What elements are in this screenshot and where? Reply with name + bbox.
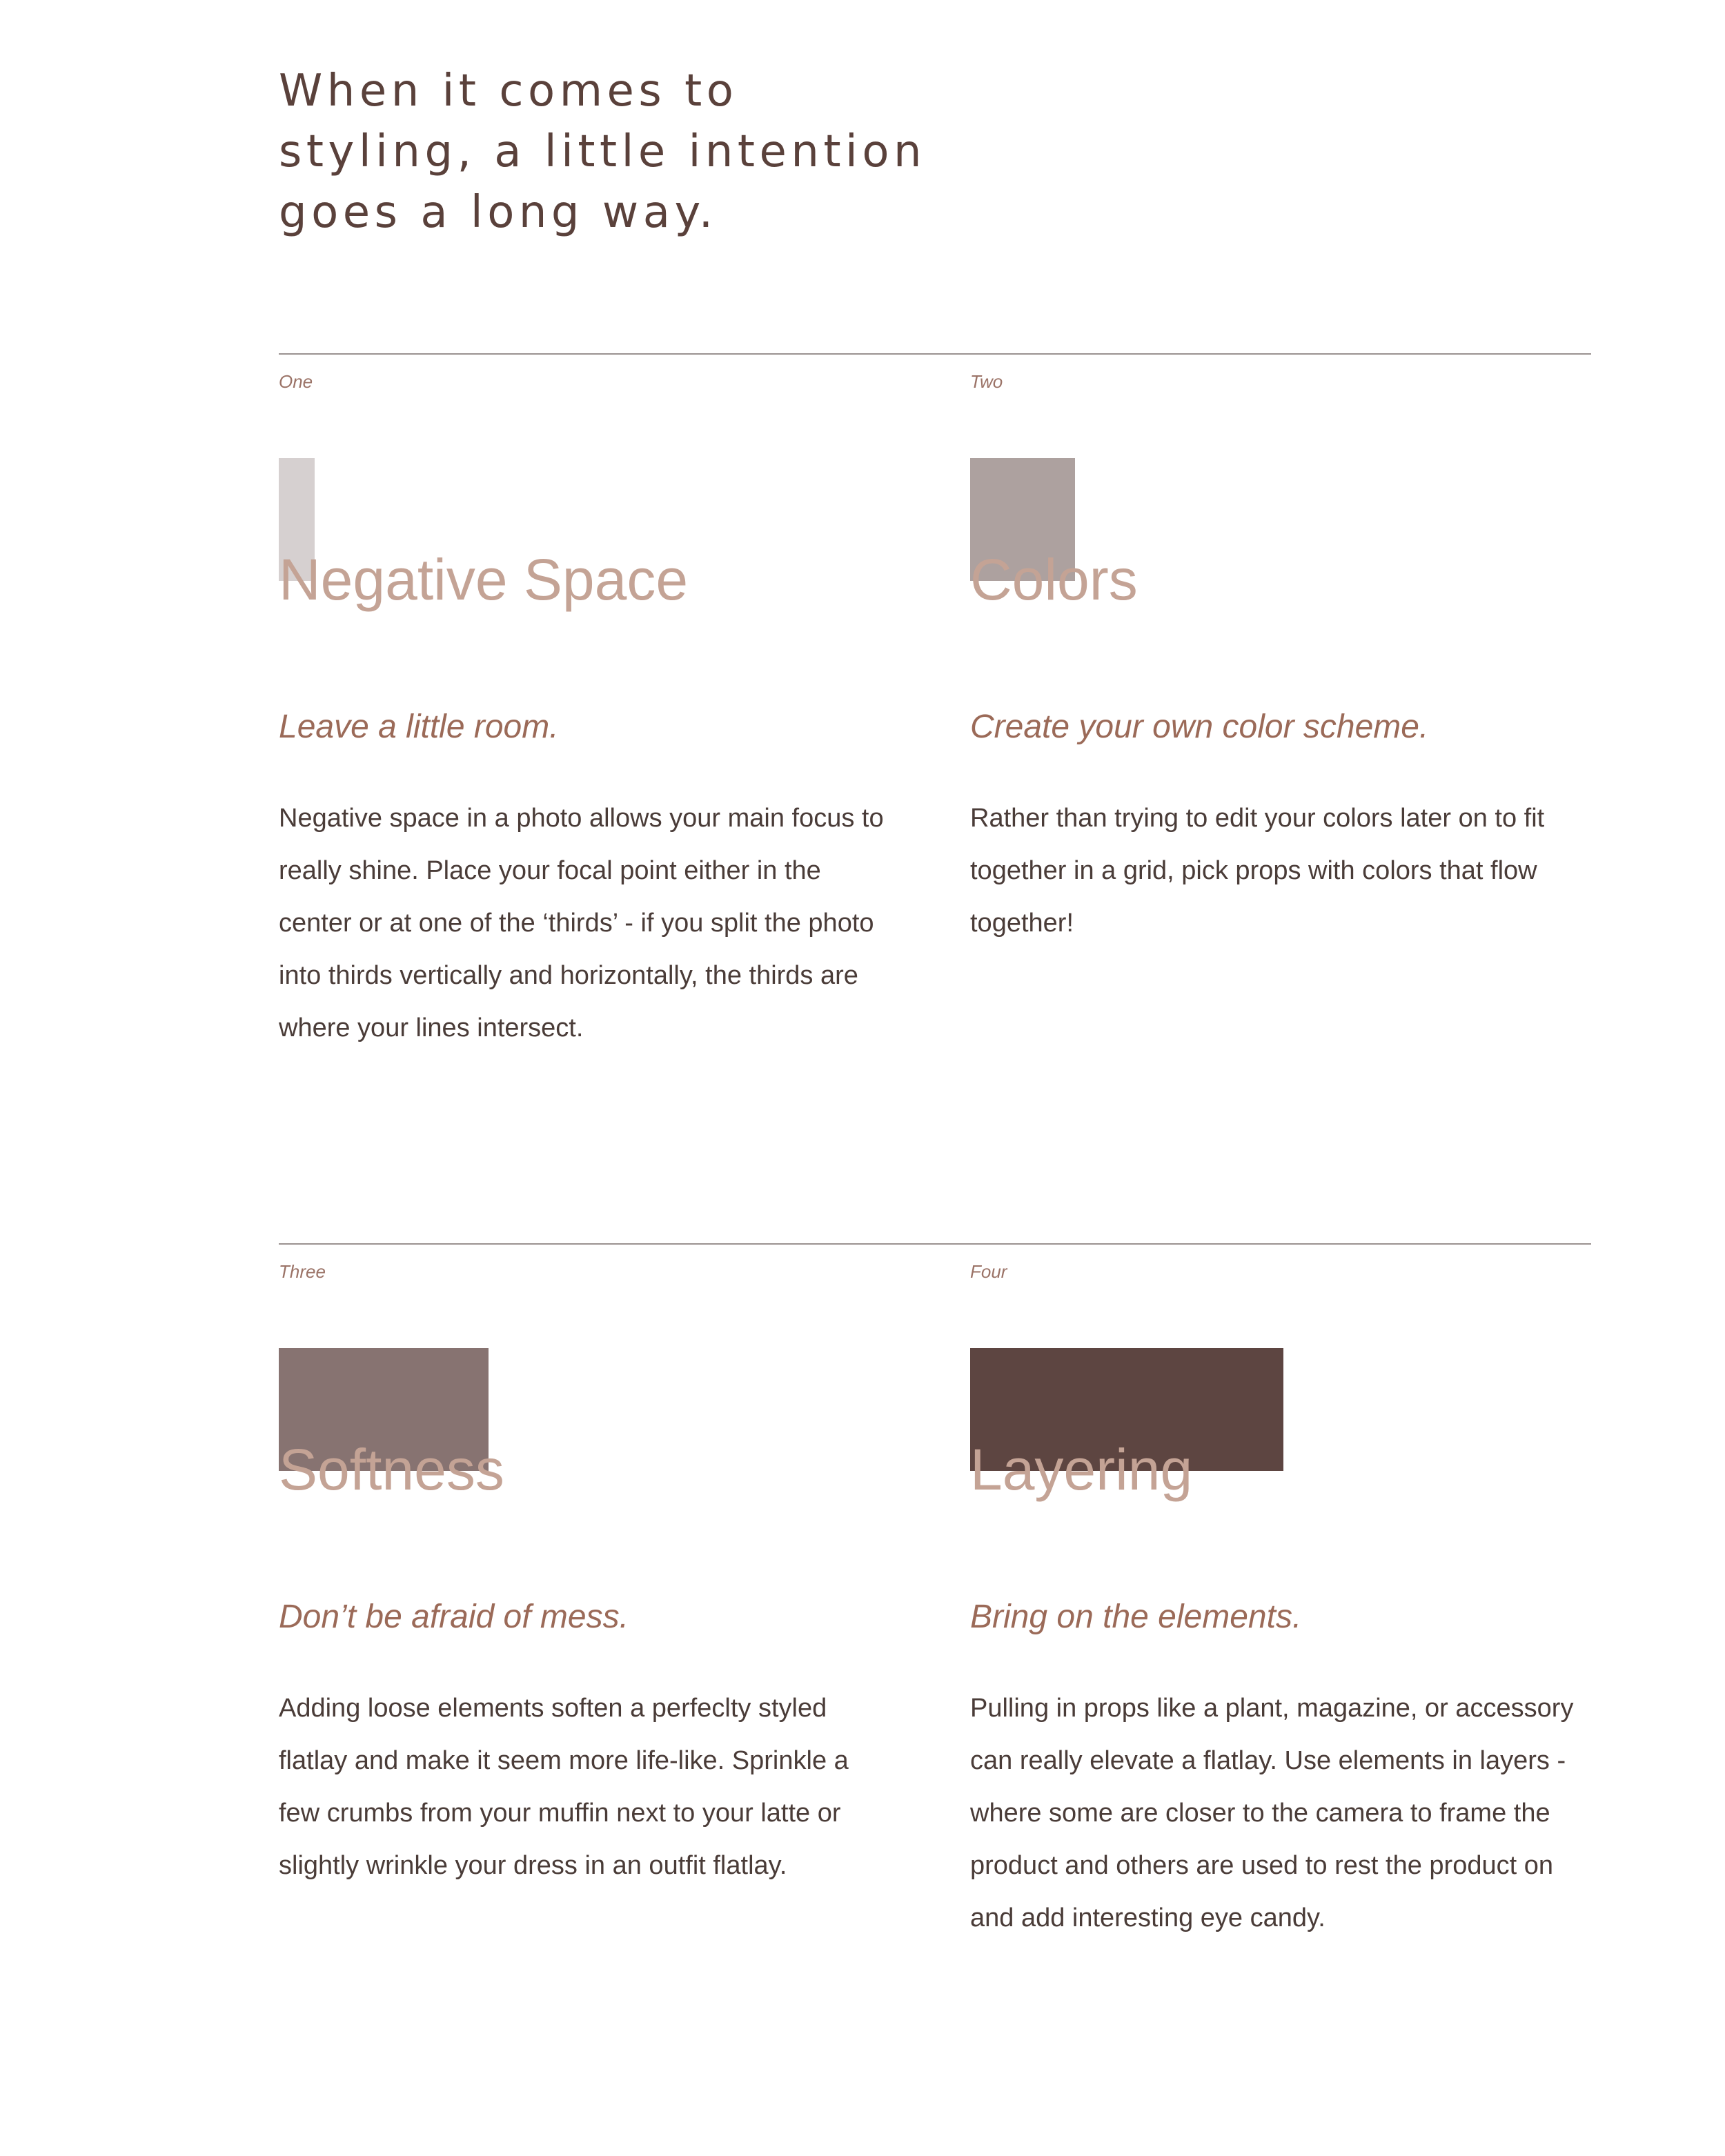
tip-subtitle: Leave a little room. [279, 709, 559, 745]
tip-subtitle: Bring on the elements. [970, 1599, 1302, 1635]
intro-heading: When it comes to styling, a little intention goes a long way. [279, 66, 927, 238]
tip-title: Softness [279, 1437, 504, 1502]
tip-number: Two [970, 371, 1003, 392]
tip-number: Four [970, 1261, 1007, 1282]
tip-body: Pulling in props like a plant, magazine, or accessory can really elevate a flatlay. Use elements in layers - where some are closer to the camera to frame the product and others are used to rest the product on and add interesting eye candy. [970, 1694, 1574, 1932]
tip-body: Adding loose elements soften a perfeclty styled flatlay and make it seem more life-like. Sprinkle a few crumbs from your muffin next to your latte or slightly wrinkle your dress in an outfit flatlay. [279, 1694, 849, 1880]
tip-subtitle: Create your own color scheme. [970, 709, 1429, 745]
tip-number: Three [279, 1261, 326, 1282]
section-divider [279, 353, 1591, 355]
tip-title: Colors [970, 547, 1138, 612]
tip-title: Negative Space [279, 547, 689, 612]
tip-subtitle: Don’t be afraid of mess. [279, 1599, 629, 1635]
section-divider [279, 1243, 1591, 1245]
tip-body: Negative space in a photo allows your main focus to really shine. Place your focal point either in the center or at one of the ‘thirds’ - if you split the photo into thirds vertically and horizontally, the thirds are where your lines intersect. [279, 804, 884, 1042]
tip-title: Layering [970, 1437, 1193, 1502]
tip-body: Rather than trying to edit your colors later on to fit together in a grid, pick props with colors that flow together! [970, 804, 1545, 938]
tip-number: One [279, 371, 313, 392]
